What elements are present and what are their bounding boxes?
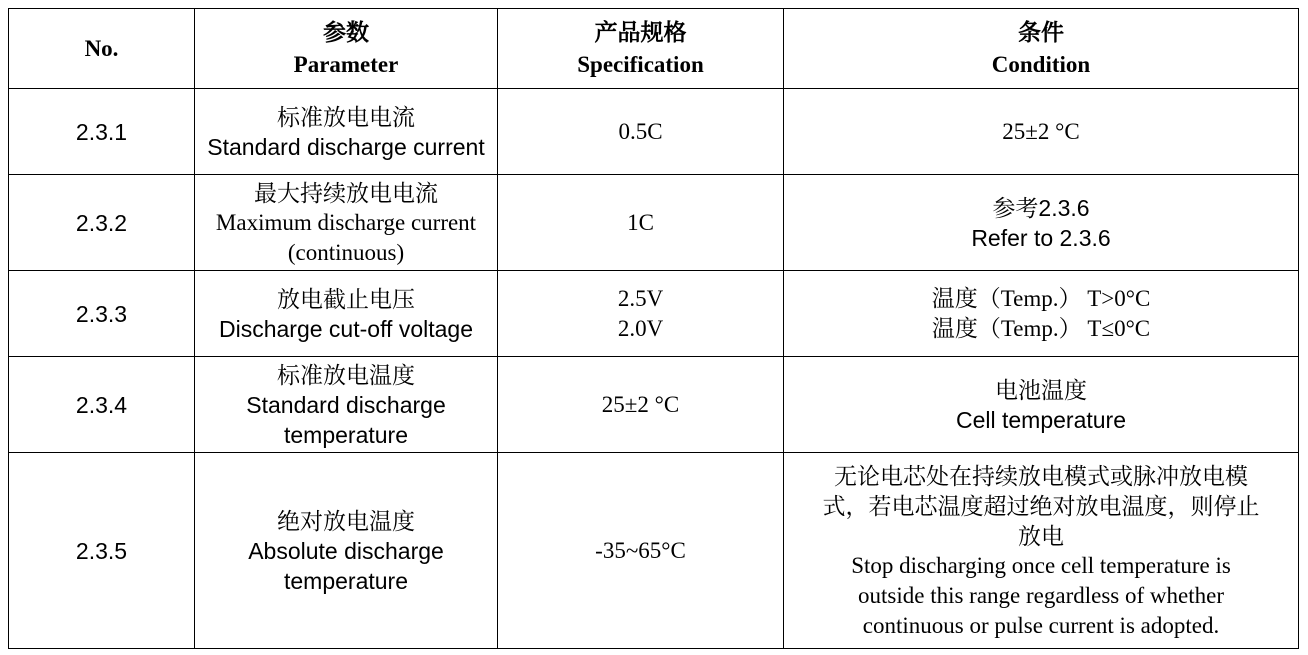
- parameter-cell: [195, 271, 498, 357]
- condition-text: Cell temperature: [955, 406, 1127, 433]
- table-row: [9, 357, 1299, 453]
- discharge-spec-table: [8, 8, 1299, 649]
- header-condition-en: Condition: [991, 51, 1091, 77]
- condition-text: 无论电芯处在持续放电模式或脉冲放电模: [834, 462, 1248, 489]
- table-row: [9, 271, 1299, 357]
- condition-text: continuous or pulse current is adopted.: [862, 612, 1220, 638]
- condition-cell: [784, 89, 1299, 175]
- spec-value: 0.5C: [618, 118, 663, 144]
- parameter-en: Standard discharge current: [207, 133, 485, 160]
- row-number: 2.3.5: [9, 453, 195, 649]
- parameter-en: Absolute discharge: [248, 537, 444, 564]
- parameter-en: Discharge cut-off voltage: [219, 315, 473, 342]
- spec-value: 2.5V: [617, 285, 664, 311]
- header-parameter: [195, 9, 498, 89]
- parameter-cell: [195, 89, 498, 175]
- spec-cell: [498, 89, 784, 175]
- spec-cell: [498, 175, 784, 271]
- parameter-en: (continuous): [287, 239, 405, 265]
- header-specification: [498, 9, 784, 89]
- condition-cell: [784, 357, 1299, 453]
- parameter-cn: 标准放电电流: [277, 103, 415, 130]
- parameter-en: Standard discharge: [246, 391, 446, 418]
- condition-text: 温度（Temp.） T≤0°C: [931, 315, 1151, 341]
- parameter-en: Maximum discharge current: [215, 209, 477, 235]
- spec-cell: [498, 357, 784, 453]
- parameter-cn: 放电截止电压: [277, 285, 415, 312]
- row-number: 2.3.4: [9, 357, 195, 453]
- spec-value: -35~65°C: [595, 537, 686, 563]
- header-parameter-cn: 参数: [323, 19, 369, 45]
- condition-text: 电池温度: [995, 376, 1087, 403]
- table-row: [9, 453, 1299, 649]
- spec-value: 2.0V: [617, 315, 664, 341]
- row-number: 2.3.1: [9, 89, 195, 175]
- condition-text: Stop discharging once cell temperature is: [851, 552, 1231, 578]
- header-condition-cn: 条件: [1018, 19, 1064, 45]
- spec-cell: [498, 271, 784, 357]
- header-no-label: No.: [84, 35, 119, 61]
- header-no: [9, 9, 195, 89]
- parameter-cn: 绝对放电温度: [277, 507, 415, 534]
- table-row: [9, 175, 1299, 271]
- parameter-cn: 最大持续放电电流: [254, 179, 438, 206]
- row-number: 2.3.2: [9, 175, 195, 271]
- spec-cell: [498, 453, 784, 649]
- parameter-cell: [195, 453, 498, 649]
- header-spec-cn: 产品规格: [594, 19, 687, 45]
- header-spec-en: Specification: [577, 51, 704, 77]
- parameter-cell: [195, 357, 498, 453]
- condition-text: 放电: [1018, 522, 1064, 549]
- parameter-cn: 标准放电温度: [277, 361, 415, 388]
- parameter-en: temperature: [283, 421, 408, 448]
- condition-cell: [784, 271, 1299, 357]
- condition-text: Refer to 2.3.6: [971, 224, 1111, 251]
- condition-text: 式，若电芯温度超过绝对放电温度，则停止: [822, 492, 1260, 519]
- parameter-en: temperature: [283, 567, 408, 594]
- spec-value: 25±2 °C: [601, 391, 680, 417]
- condition-text: outside this range regardless of whether: [858, 582, 1224, 608]
- header-parameter-en: Parameter: [293, 51, 399, 77]
- parameter-cell: [195, 175, 498, 271]
- condition-text: 温度（Temp.） T>0°C: [931, 285, 1151, 311]
- row-number: 2.3.3: [9, 271, 195, 357]
- table-header-row: [9, 9, 1299, 89]
- condition-cell: [784, 453, 1299, 649]
- condition-cell: [784, 175, 1299, 271]
- condition-text: 参考2.3.6: [992, 194, 1090, 221]
- header-condition: [784, 9, 1299, 89]
- condition-text: 25±2 °C: [1002, 118, 1080, 144]
- spec-value: 1C: [627, 209, 654, 235]
- table-row: [9, 89, 1299, 175]
